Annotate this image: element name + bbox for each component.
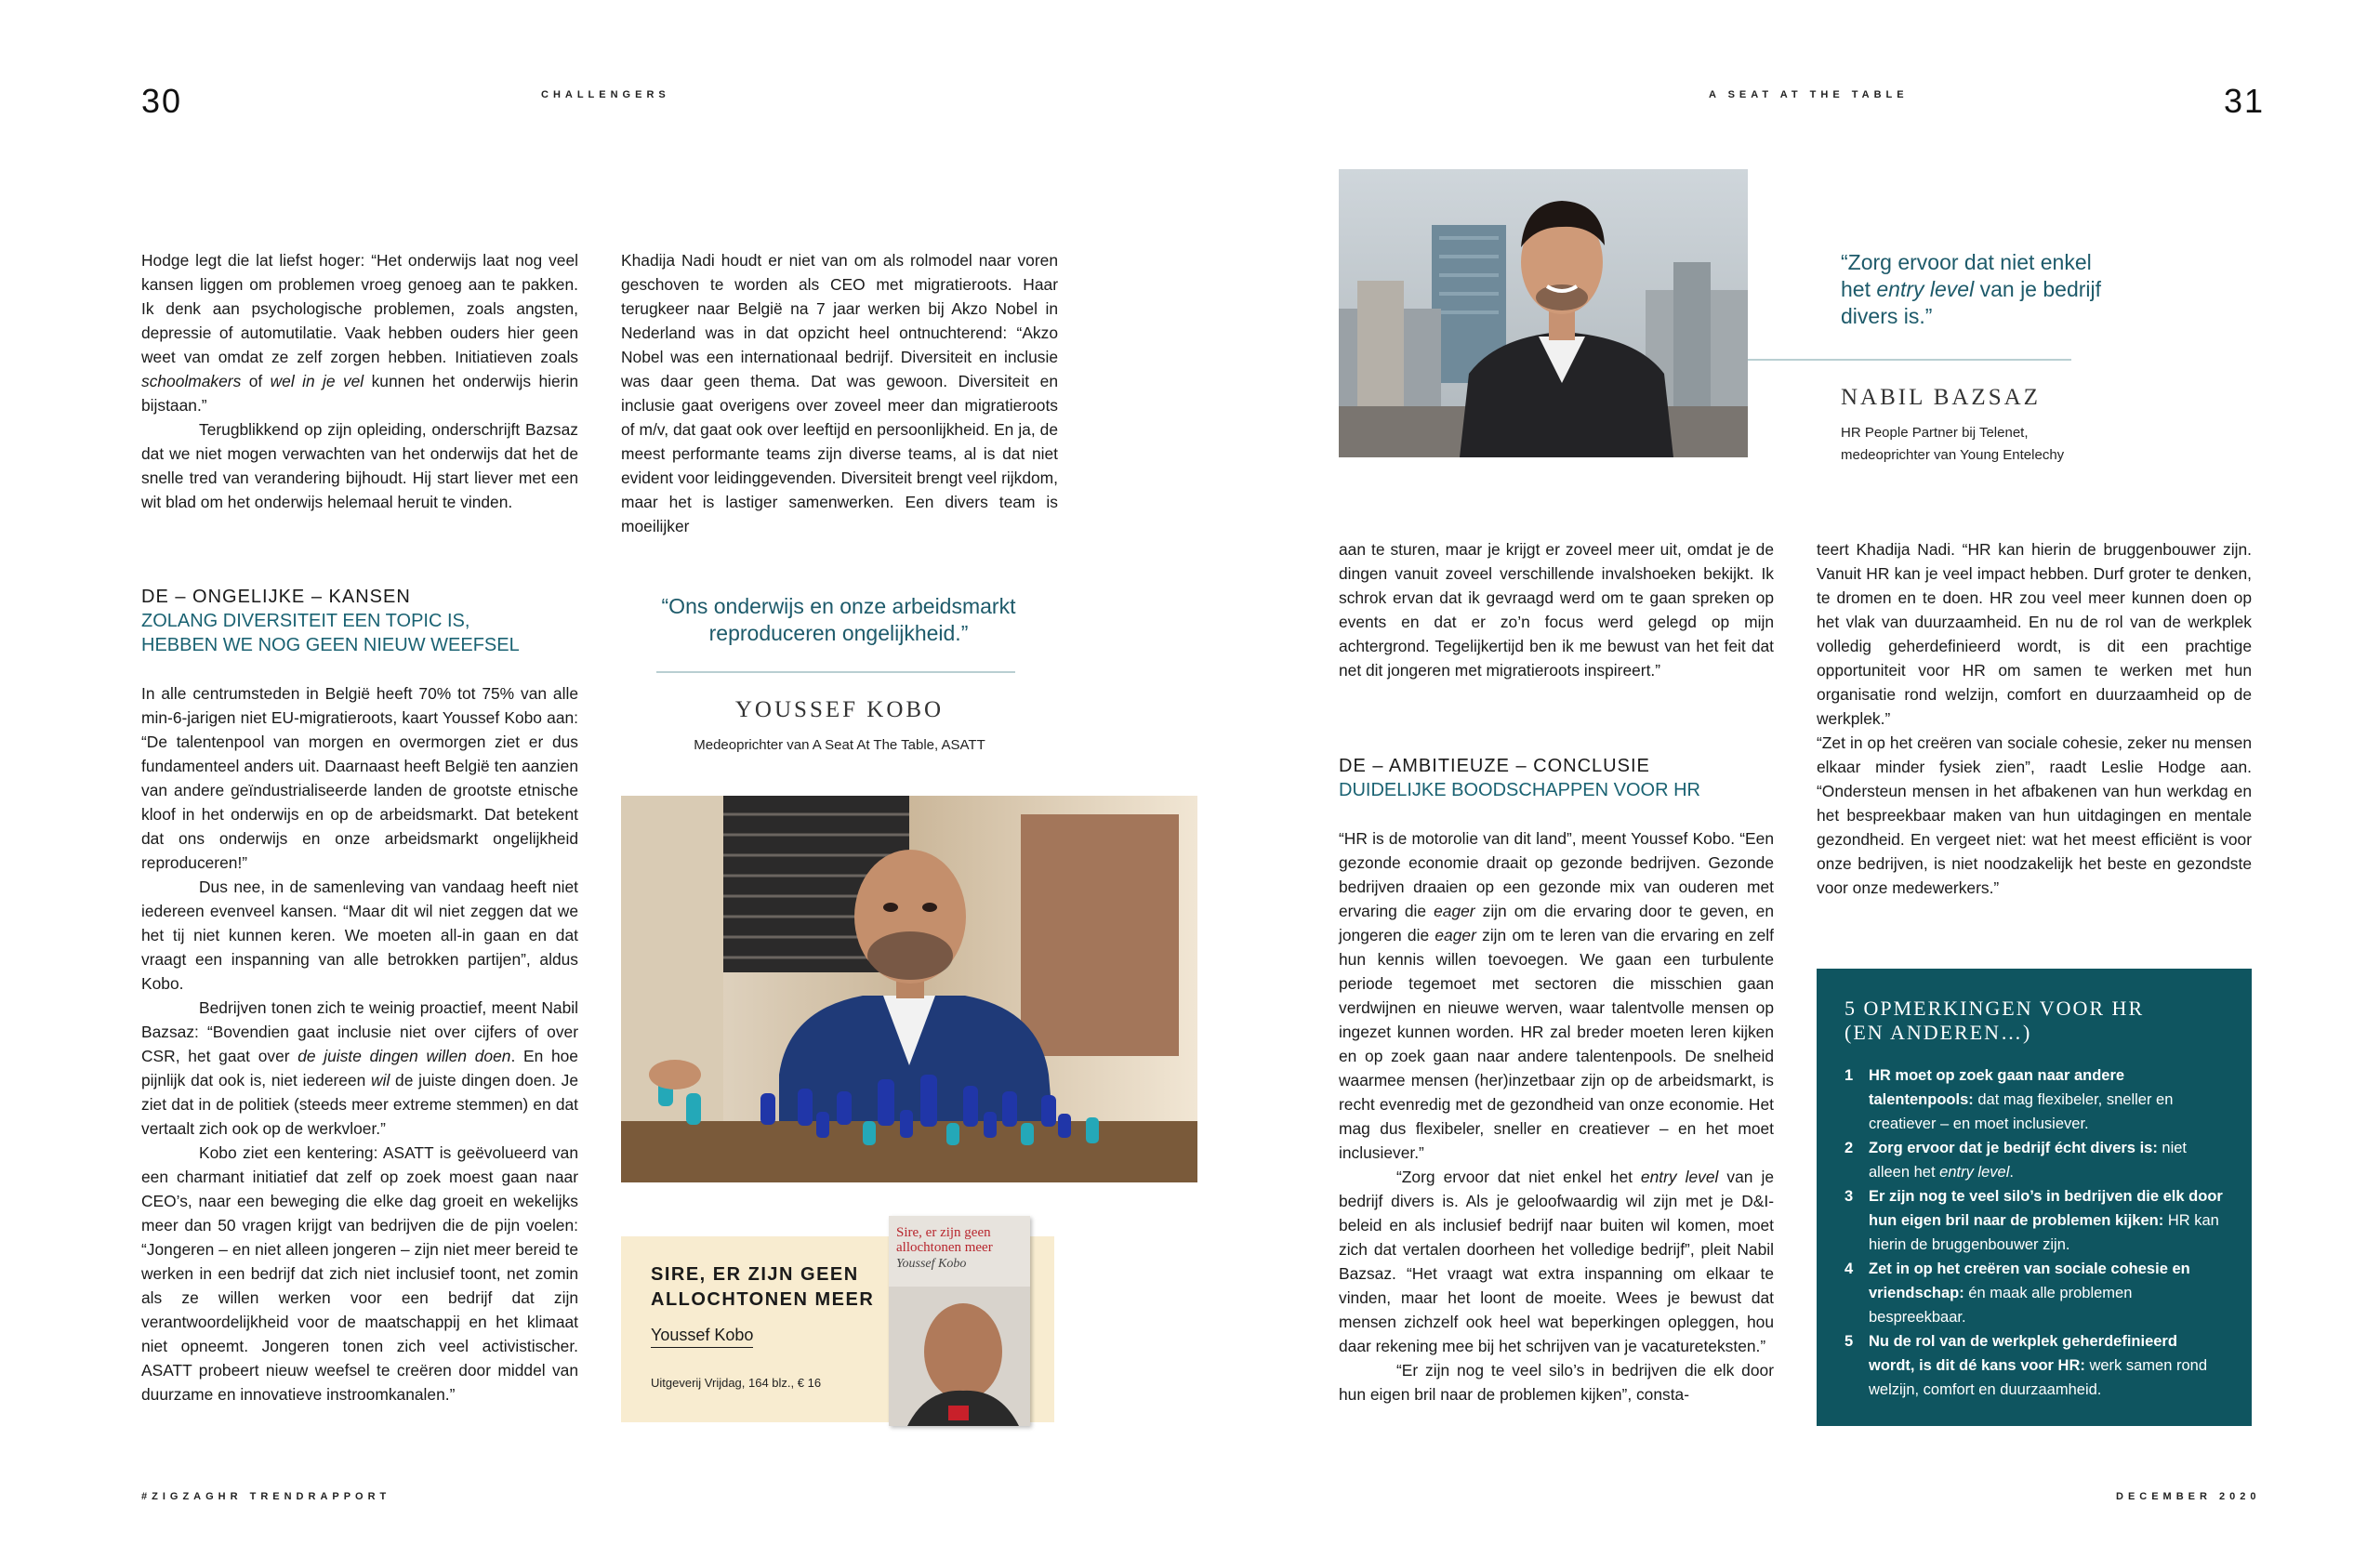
page-number-left: 30 bbox=[141, 82, 183, 120]
paragraph: “HR is de motorolie van dit land”, meent Youssef Kobo. “Een gezonde economie draait op gezonde bedrijven. Gezonde bedrijven draaien op een gezonde mix van ouderen met ervaring die eager zijn om die ervaring door te geven, en jongeren die eager zijn om te leren van die ervaring en zelf hun kennis willen toevoegen. We gaan een turbulente periode tegemoet met sectoren die misschien gaan verdwijnen en nieuwe werven, waar talentvolle mensen op ingezet kunnen worden. HR zal breder moeten leren kijken en op zoek gaan naar andere talentenpools. De snelheid waarmee mensen (her)inzetbaar zijn op de arbeidsmarkt, is recht evenredig met de gezondheid van onze economie. Het mag dus flexibeler, sneller en creatiever – en het moet inclusiever.” bbox=[1339, 829, 1775, 1162]
book-details: Uitgeverij Vrijdag, 164 blz., € 16 bbox=[651, 1376, 822, 1390]
paragraph: Terugblikkend op zijn opleiding, onderschrijft Bazsaz dat we niet mogen verwachten van het onderwijs dat het de snelle tred van verandering bijhoudt. Hij start liever met een wit blad om het onderwijs helemaal heruit te vinden. bbox=[141, 420, 578, 511]
column-2-top bbox=[621, 248, 1058, 538]
quote-author-name-right: NABIL BAZSAZ bbox=[1841, 385, 2041, 410]
paragraph: teert Khadija Nadi. “HR kan hierin de bruggenbouwer zijn. Vanuit HR kan je veel impact hebben. Durf groter te denken, te dromen en te doen. HR zou veel meer kunnen doen op het vlak van duurzaamheid. En nu de rol van de werkplek volledig geherdefinieerd wordt, is dit een prachtige opportuniteit voor HR om samen te werken met hun organisatie rond welzijn, comfort en duurzaamheid op de werkplek.” bbox=[1817, 540, 2252, 728]
paragraph: In alle centrumsteden in België heeft 70% tot 75% van alle min-6-jarigen niet EU-migratieroots, kaart Youssef Kobo aan: “De talentenpool van morgen en overmorgen ziet er dus fundamenteel anders uit. Daarnaast heeft België ten aanzien van andere geïndustrialiseerde landen de grootste etnische kloof in het onderwijs en op de arbeidsmarkt. Dat betekent dat ons onderwijs en onze arbeidsmarkt ongelijkheid reproduceren!” bbox=[141, 684, 578, 872]
pull-quote-kobo bbox=[653, 593, 1025, 647]
book-cover-author: Youssef Kobo bbox=[896, 1257, 967, 1271]
running-head-right: A SEAT AT THE TABLE bbox=[1709, 89, 1909, 100]
quote-author-name: YOUSSEF KOBO bbox=[734, 697, 945, 722]
paragraph: “Zet in op het creëren van sociale cohesie, zeker nu mensen elkaar minder fysiek zien”, raadt Leslie Hodge aan. “Ondersteun mensen in het afbakenen van hun werkdag en het bespreekbaar maken van hun uitdagingen en mentale gezondheid. En vergeet niet: wat het meest efficiënt is voor onze bedrijven, is niet noodzakelijk het beste en gezondste voor onze medewerkers.” bbox=[1817, 733, 2252, 897]
section-heading-1 bbox=[141, 585, 578, 657]
section-title-line-1: ZOLANG DIVERSITEIT EEN TOPIC IS, bbox=[141, 611, 470, 631]
section-title-2: DUIDELIJKE BOODSCHAPPEN VOOR HR bbox=[1339, 780, 1700, 800]
tip-number: 2 bbox=[1844, 1140, 1854, 1156]
book-title-line-1: SIRE, ER ZIJN GEEN bbox=[651, 1264, 859, 1285]
photo-nabil-bazsaz bbox=[1339, 169, 1748, 457]
tip-number: 4 bbox=[1844, 1261, 1854, 1277]
quote-author-role-right bbox=[1841, 422, 2064, 467]
portrait-illustration bbox=[1339, 169, 1748, 457]
tip-item: 1 HR moet op zoek gaan naar andere talentenpools: dat mag flexibeler, sneller en creatiever – en moet inclusiever. bbox=[1844, 1063, 2224, 1136]
paragraph: “Zorg ervoor dat niet enkel het entry level van je bedrijf divers is. Als je geloofwaardig wil zijn met je D&I-beleid en als inclusief bedrijf naar buiten wil komen, moet zich dat vertalen doorheen het volledige bedrijf”, pleit Nabil Bazsaz. “Het vraagt wat extra inspanning om elkaar te vinden, maar het loont de moeite. Wees je bewust dat mensen zichzelf ook heel wat beperkingen opleggen, hou daar rekening mee bij het schrijven van je vacatureteksten.” bbox=[1339, 1168, 1774, 1355]
role-line-2: medeoprichter van Young Entelechy bbox=[1841, 447, 2065, 463]
section-kicker-2: DE – AMBITIEUZE – CONCLUSIE bbox=[1339, 756, 1650, 776]
pull-quote-bazsaz-text: “Zorg ervoor dat niet enkel het bbox=[1841, 250, 2092, 301]
pull-quote-text: “Ons onderwijs en onze arbeidsmarkt reproduceren ongelijkheid.” bbox=[661, 594, 1016, 645]
book-cover-portrait bbox=[889, 1287, 1030, 1426]
paragraph: Kobo ziet een kentering: ASATT is geëvolueerd van een charmant initiatief dat zelf op zoek moest gaan naar CEO’s, naar een beweging die elke dag groeit en wekelijks meer dan 50 vragen krijgt van bedrijven die de pijn voelen: “Jongeren – en niet alleen jongeren – zijn niet meer bereid te werken in een bedrijf dat zich niet inclusief toont, net zomin als ze willen werken voor een bedrijf dat zijn verantwoordelijkheid voor de maatschappij en het klimaat niet opneemt. Jongeren tonen zich veel activistischer. ASATT probeert nieuw weefsel te creëren door middel van duurzame en innovatieve instroomkanalen.” bbox=[141, 1143, 578, 1404]
tips-box bbox=[1817, 969, 2252, 1426]
column-3-bottom bbox=[1339, 826, 1774, 1406]
tip-item: 3 Er zijn nog te veel silo’s in bedrijven die elk door hun eigen bril naar de problemen kijken: HR kan hierin de bruggenbouwer zijn. bbox=[1844, 1184, 2224, 1257]
quote-divider bbox=[656, 671, 1015, 673]
quote-author-role: Medeoprichter van A Seat At The Table, ASATT bbox=[694, 737, 985, 753]
book-cover-title: Sire, er zijn geen allochtonen meer bbox=[896, 1225, 993, 1255]
footer-right: DECEMBER 2020 bbox=[2116, 1491, 2261, 1502]
book-promo-text bbox=[651, 1262, 911, 1390]
section-title-line-2: HEBBEN WE NOG GEEN NIEUW WEEFSEL bbox=[141, 635, 520, 655]
column-3-top bbox=[1339, 537, 1774, 682]
footer-left: #ZIGZAGHR TRENDRAPPORT bbox=[141, 1491, 391, 1502]
column-1-bottom bbox=[141, 681, 578, 1406]
role-line-1: HR People Partner bij Telenet, bbox=[1841, 425, 2029, 441]
paragraph: Dus nee, in de samenleving van vandaag heeft niet iedereen evenveel kansen. “Maar dit wil niet zeggen dat we het tij niet kunnen keren. We moeten all-in gaan en dat vraagt een inspanning van alle betrokken partijen”, aldus Kobo. bbox=[141, 878, 578, 993]
pull-quote-bazsaz-end: van je bedrijf divers is.” bbox=[1841, 277, 2102, 328]
paragraph: Bedrijven tonen zich te weinig proactief, meent Nabil Bazsaz: “Bovendien gaat inclusie niet over cijfers of over CSR, het gaat over de juiste dingen willen doen. En hoe pijnlijk dat ook is, niet iedereen wil de juiste dingen doen. Je ziet dat in de politiek (steeds meer extreme stemmen) en dat vertaalt zich ook op de werkvloer.” bbox=[141, 998, 578, 1138]
column-4-top bbox=[1817, 537, 2252, 900]
tip-item: 5 Nu de rol van de werkplek geherdefinieerd wordt, is dit dé kans voor HR: werk samen rond welzijn, comfort en duurzaamheid. bbox=[1844, 1329, 2224, 1402]
tip-number: 5 bbox=[1844, 1333, 1854, 1350]
book-title-line-2: ALLOCHTONEN MEER bbox=[651, 1289, 875, 1310]
running-head-left: CHALLENGERS bbox=[541, 89, 670, 100]
quote-divider-right bbox=[1748, 359, 2071, 361]
page-number-right: 31 bbox=[2224, 82, 2266, 120]
book-author[interactable]: Youssef Kobo bbox=[651, 1326, 753, 1348]
paragraph: Hodge legt die lat liefst hoger: “Het onderwijs laat nog veel kansen liggen om problemen vroeg genoeg aan te pakken. Ik denk aan psychologische problemen, zoals angsten, depressie of automutilatie. Vaak hebben ouders hier geen weet van omdat ze zelf zorgen hebben. Initiatieven zoals schoolmakers of wel in je vel kunnen het onderwijs hierin bijstaan.” bbox=[141, 251, 578, 415]
section-kicker: DE – ONGELIJKE – KANSEN bbox=[141, 587, 411, 607]
pull-quote-bazsaz bbox=[1841, 249, 2110, 330]
tip-item: 4 Zet in op het creëren van sociale cohesie en vriendschap: én maak alle problemen bespreekbaar. bbox=[1844, 1257, 2224, 1329]
section-heading-2 bbox=[1339, 754, 1774, 802]
tips-title-line-2: (EN ANDEREN…) bbox=[1844, 1021, 2032, 1044]
tips-list bbox=[1844, 1063, 2224, 1402]
photo-illustration bbox=[621, 796, 1197, 1182]
tip-number: 1 bbox=[1844, 1067, 1854, 1084]
pull-quote-bazsaz-italic: entry level bbox=[1876, 277, 1975, 301]
paragraph: “Er zijn nog te veel silo’s in bedrijven die elk door hun eigen bril naar de problemen kijken”, consta- bbox=[1339, 1361, 1774, 1404]
book-cover bbox=[889, 1216, 1030, 1426]
tip-number: 3 bbox=[1844, 1188, 1854, 1205]
tip-item: 2 Zorg ervoor dat je bedrijf écht divers is: niet alleen het entry level. bbox=[1844, 1136, 2224, 1184]
paragraph: Khadija Nadi houdt er niet van om als rolmodel naar voren geschoven te worden als CEO met migratieroots. Haar terugkeer naar België na 7 jaar werken bij Akzo Nobel in Nederland was in dat opzicht heel ontnuchterend: “Akzo Nobel was een internationaal bedrijf. Diversiteit en inclusie was daar geen thema. Dat was gewoon. Diversiteit en inclusie gaat overigens over zoveel meer dan migratieroots of m/v, dat gaat ook over leeftijd en persoonlijkheid. En ja, de meest performante teams zijn diverse teams, al is dat niet evident voor leidinggevenden. Diversiteit brengt veel rijkdom, maar het is lastiger samenwerken. Een divers team is moeilijker bbox=[621, 251, 1058, 535]
photo-youssef-kobo-chess bbox=[621, 796, 1197, 1182]
column-1-top bbox=[141, 248, 578, 514]
paragraph: aan te sturen, maar je krijgt er zoveel meer uit, omdat je de dingen vanuit zoveel verschillende invalshoeken bekijkt. Ik schrok ervan dat ik gevraagd werd om te gaan spreken op events en dat er zo’n focus werd gelegd op mijn achtergrond. Tegelijkertijd ben ik me bewust van het feit dat net dit jongeren met migratieroots inspireert.” bbox=[1339, 540, 1774, 680]
tips-title-line-1: 5 OPMERKINGEN VOOR HR bbox=[1844, 997, 2145, 1020]
